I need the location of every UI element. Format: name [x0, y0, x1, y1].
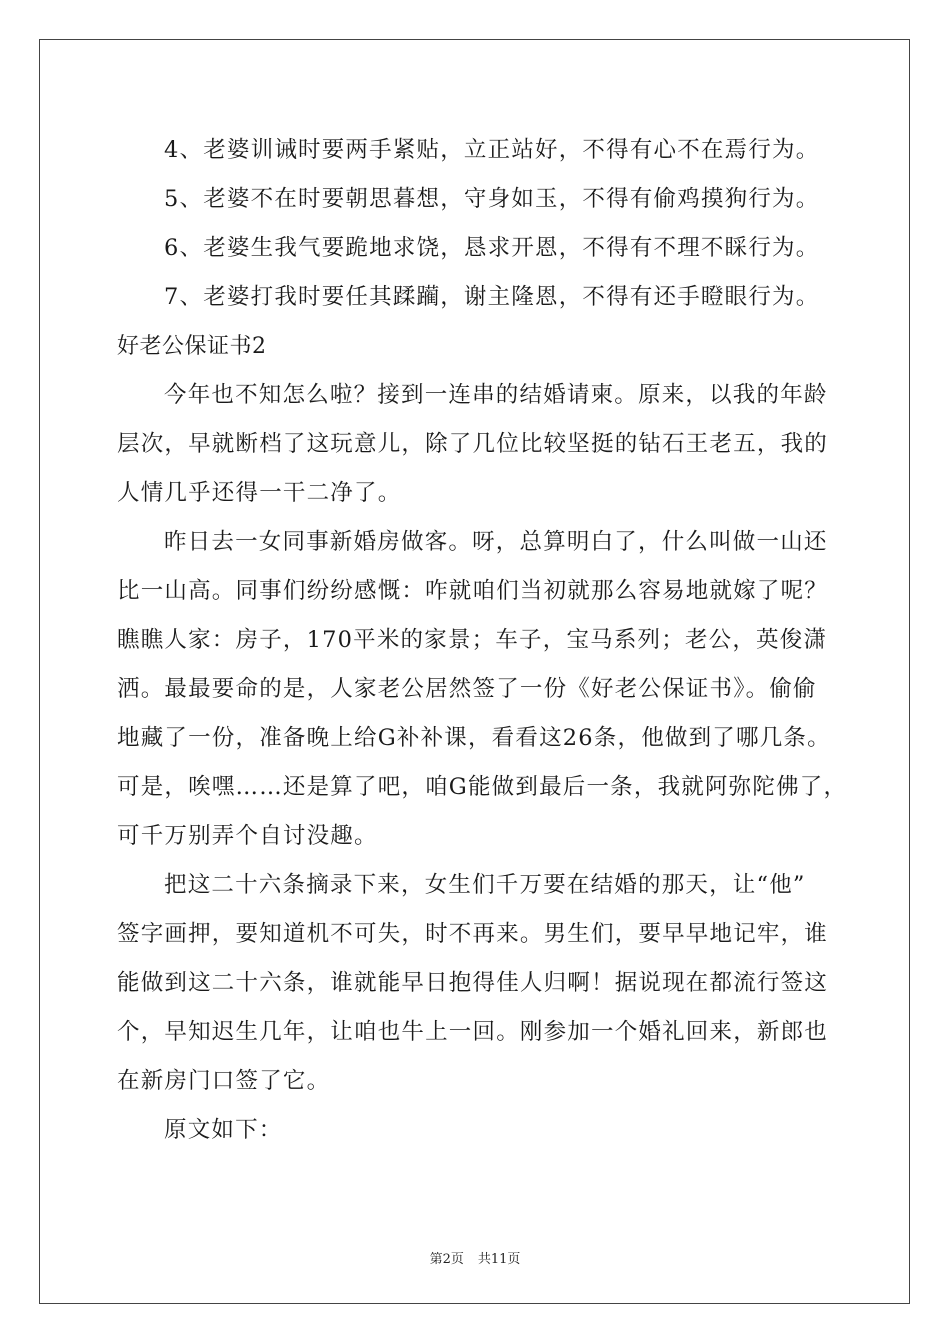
paragraph-line: 签字画押，要知道机不可失，时不再来。男生们，要早早地记牢，谁: [117, 921, 829, 947]
paragraph-line: 比一山高。同事们纷纷感慨：咋就咱们当初就那么容易地就嫁了呢？: [117, 578, 829, 604]
page-number: 第2页: [429, 1252, 464, 1267]
paragraph-line: 层次，早就断档了这玩意儿，除了几位比较坚挺的钻石王老五，我的: [117, 431, 829, 457]
paragraph-line: 昨日去一女同事新婚房做客。呀，总算明白了，什么叫做一山还: [164, 529, 828, 555]
paragraph-line: 个，早知迟生几年，让咱也牛上一回。刚参加一个婚礼回来，新郎也: [117, 1019, 829, 1045]
paragraph-line: 能做到这二十六条，谁就能早日抱得佳人归啊！据说现在都流行签这: [117, 970, 829, 996]
list-item: 5、老婆不在时要朝思暮想，守身如玉，不得有偷鸡摸狗行为。: [164, 186, 820, 212]
paragraph-line: 在新房门口签了它。: [117, 1068, 331, 1094]
paragraph-line: 可千万别弄个自讨没趣。: [117, 823, 378, 849]
list-item: 6、老婆生我气要跪地求饶，恳求开恩，不得有不理不睬行为。: [164, 235, 820, 261]
document-body: [117, 126, 848, 1155]
paragraph-line: 可是，唉嘿……还是算了吧，咱G能做到最后一条，我就阿弥陀佛了，: [117, 774, 848, 800]
paragraph-line: 地藏了一份，准备晚上给G补补课，看看这26条，他做到了哪几条。: [117, 725, 831, 751]
page-total: 共11页: [477, 1252, 521, 1267]
list-item: 4、老婆训诫时要两手紧贴，立正站好，不得有心不在焉行为。: [164, 137, 820, 163]
paragraph-line: 人情几乎还得一干二净了。: [117, 480, 402, 506]
paragraph-line: 洒。最最要命的是，人家老公居然签了一份《好老公保证书》。偷偷: [117, 676, 817, 702]
paragraph-line: 原文如下：: [164, 1117, 283, 1143]
list-item: 7、老婆打我时要任其蹂躏，谢主隆恩，不得有还手瞪眼行为。: [164, 284, 820, 310]
paragraph-line: 瞧瞧人家：房子，170平米的家景；车子，宝马系列；老公，英俊潇: [117, 627, 828, 653]
page-footer: [0, 1248, 950, 1267]
paragraph-line: 把这二十六条摘录下来，女生们千万要在结婚的那天，让“他”: [164, 872, 806, 898]
paragraph-line: 今年也不知怎么啦？接到一连串的结婚请柬。原来，以我的年龄: [164, 382, 828, 408]
section-title: 好老公保证书2: [117, 334, 267, 359]
